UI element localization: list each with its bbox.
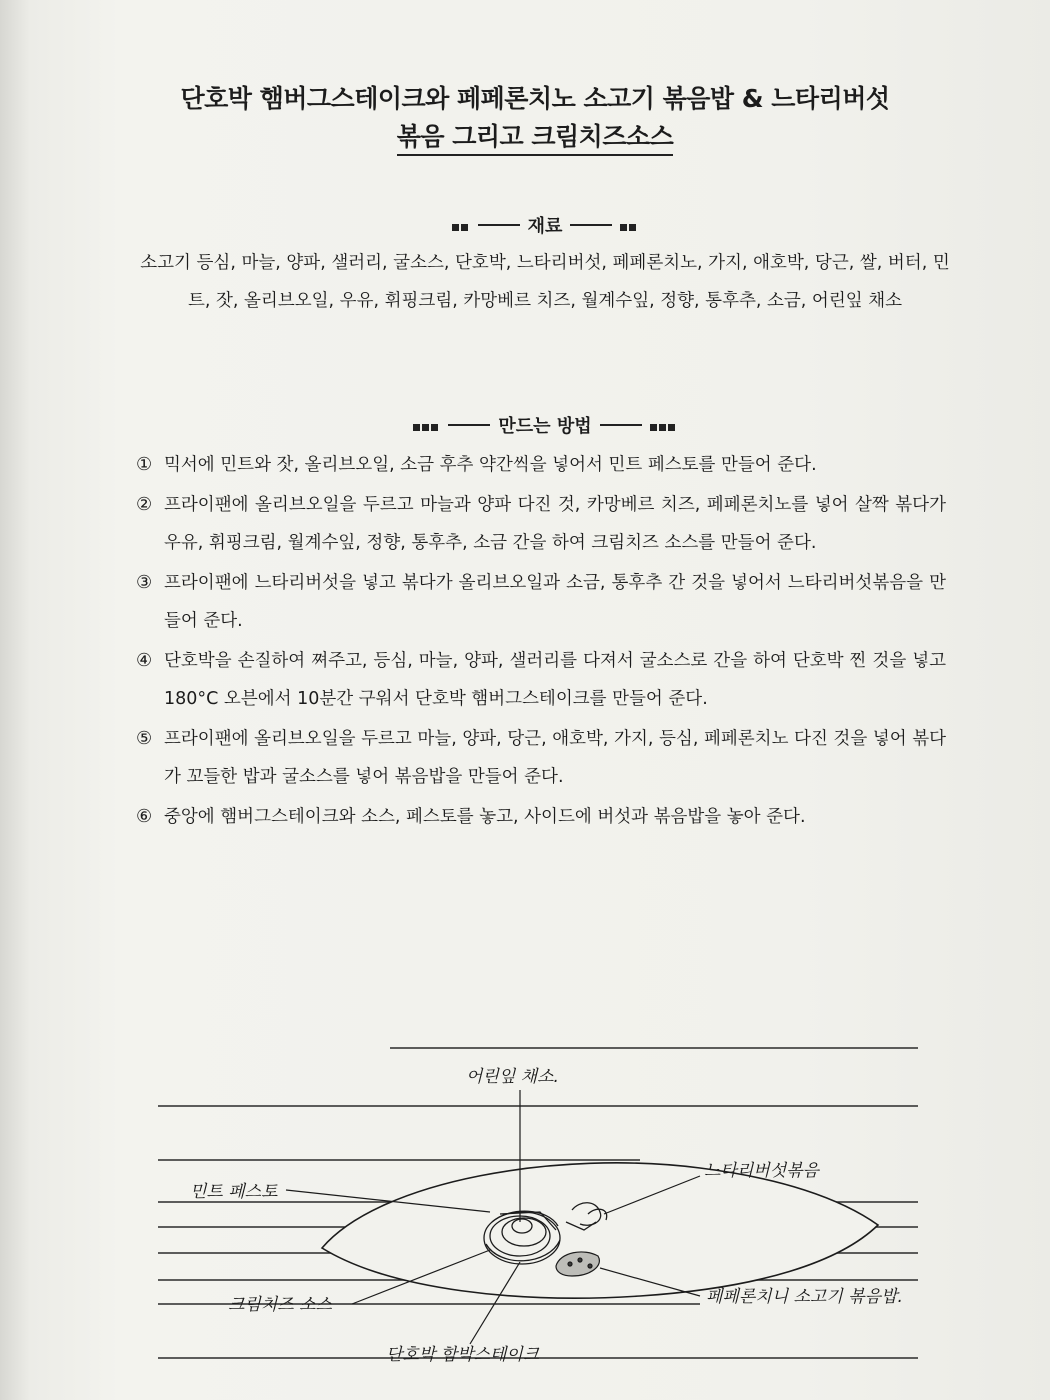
sketch-label-greens: 어린잎 채소. <box>466 1067 559 1087</box>
step-number: ③ <box>136 572 153 593</box>
step-number: ① <box>136 454 153 475</box>
step-text: 중앙에 햄버그스테이크와 소스, 페스토를 놓고, 사이드에 버섯과 볶음밥을 놓아 준다. <box>164 807 806 827</box>
step-text: 믹서에 민트와 잣, 올리브오일, 소금 후추 약간씩을 넣어서 민트 페스토를 만들어 준다. <box>164 455 817 475</box>
ingredients-list: 소고기 등심, 마늘, 양파, 샐러리, 굴소스, 단호박, 느타리버섯, 페페론치노, 가지, 애호박, 당근, 쌀, 버터, 민트, 잣, 올리브오일, 우유, 휘핑크림, 카망베르 치즈, 월계수잎, 정향, 통후추, 소금, 어린잎 채소 <box>140 253 950 311</box>
sketch-label-cream-sauce: 크림치즈 소스 <box>228 1295 332 1315</box>
ingredients-heading-label: 재료 <box>527 216 563 237</box>
step-number: ④ <box>136 650 153 671</box>
step-number: ⑤ <box>136 728 153 749</box>
step-text: 프라이팬에 느타리버섯을 넣고 볶다가 올리브오일과 소금, 통후추 간 것을 넣어서 느타리버섯볶음을 만들어 준다. <box>164 573 946 631</box>
plate-outline <box>322 1163 878 1298</box>
step-text: 프라이팬에 올리브오일을 두르고 마늘, 양파, 당근, 애호박, 가지, 등심, 페페론치노 다진 것을 넣어 볶다가 꼬들한 밥과 굴소스를 넣어 볶음밥을 만들어 준다. <box>164 729 946 787</box>
step-text: 프라이팬에 올리브오일을 두르고 마늘과 양파 다진 것, 카망베르 치즈, 페페론치노를 넣어 살짝 볶다가 우유, 휘핑크림, 월계수잎, 정향, 통후추, 소금 간을 하여 크림치즈 소스를 만들어 준다. <box>164 495 946 553</box>
sketch-label-mushroom: 느타리버섯볶음 <box>704 1161 819 1181</box>
sketch-label-pesto: 민트 페스토 <box>190 1182 278 1202</box>
title-line-1: 단호박 햄버그스테이크와 페페론치노 소고기 볶음밥 & 느타리버섯 <box>180 84 890 113</box>
sketch-label-steak: 단호박 함박스테이크 <box>386 1345 540 1365</box>
title-line-2: 볶음 그리고 크림치즈소스 <box>397 120 674 156</box>
sketch-label-fried-rice: 페페론치니 소고기 볶음밥. <box>706 1287 903 1307</box>
step-text: 단호박을 손질하여 쪄주고, 등심, 마늘, 양파, 샐러리를 다져서 굴소스로 간을 하여 단호박 찐 것을 넣고 180°C 오븐에서 10분간 구워서 단호박 햄버그스테이크를 만들어 준다. <box>164 651 946 709</box>
step-number: ② <box>136 494 153 515</box>
method-heading-label: 만드는 방법 <box>498 416 592 437</box>
step-number: ⑥ <box>136 806 153 827</box>
